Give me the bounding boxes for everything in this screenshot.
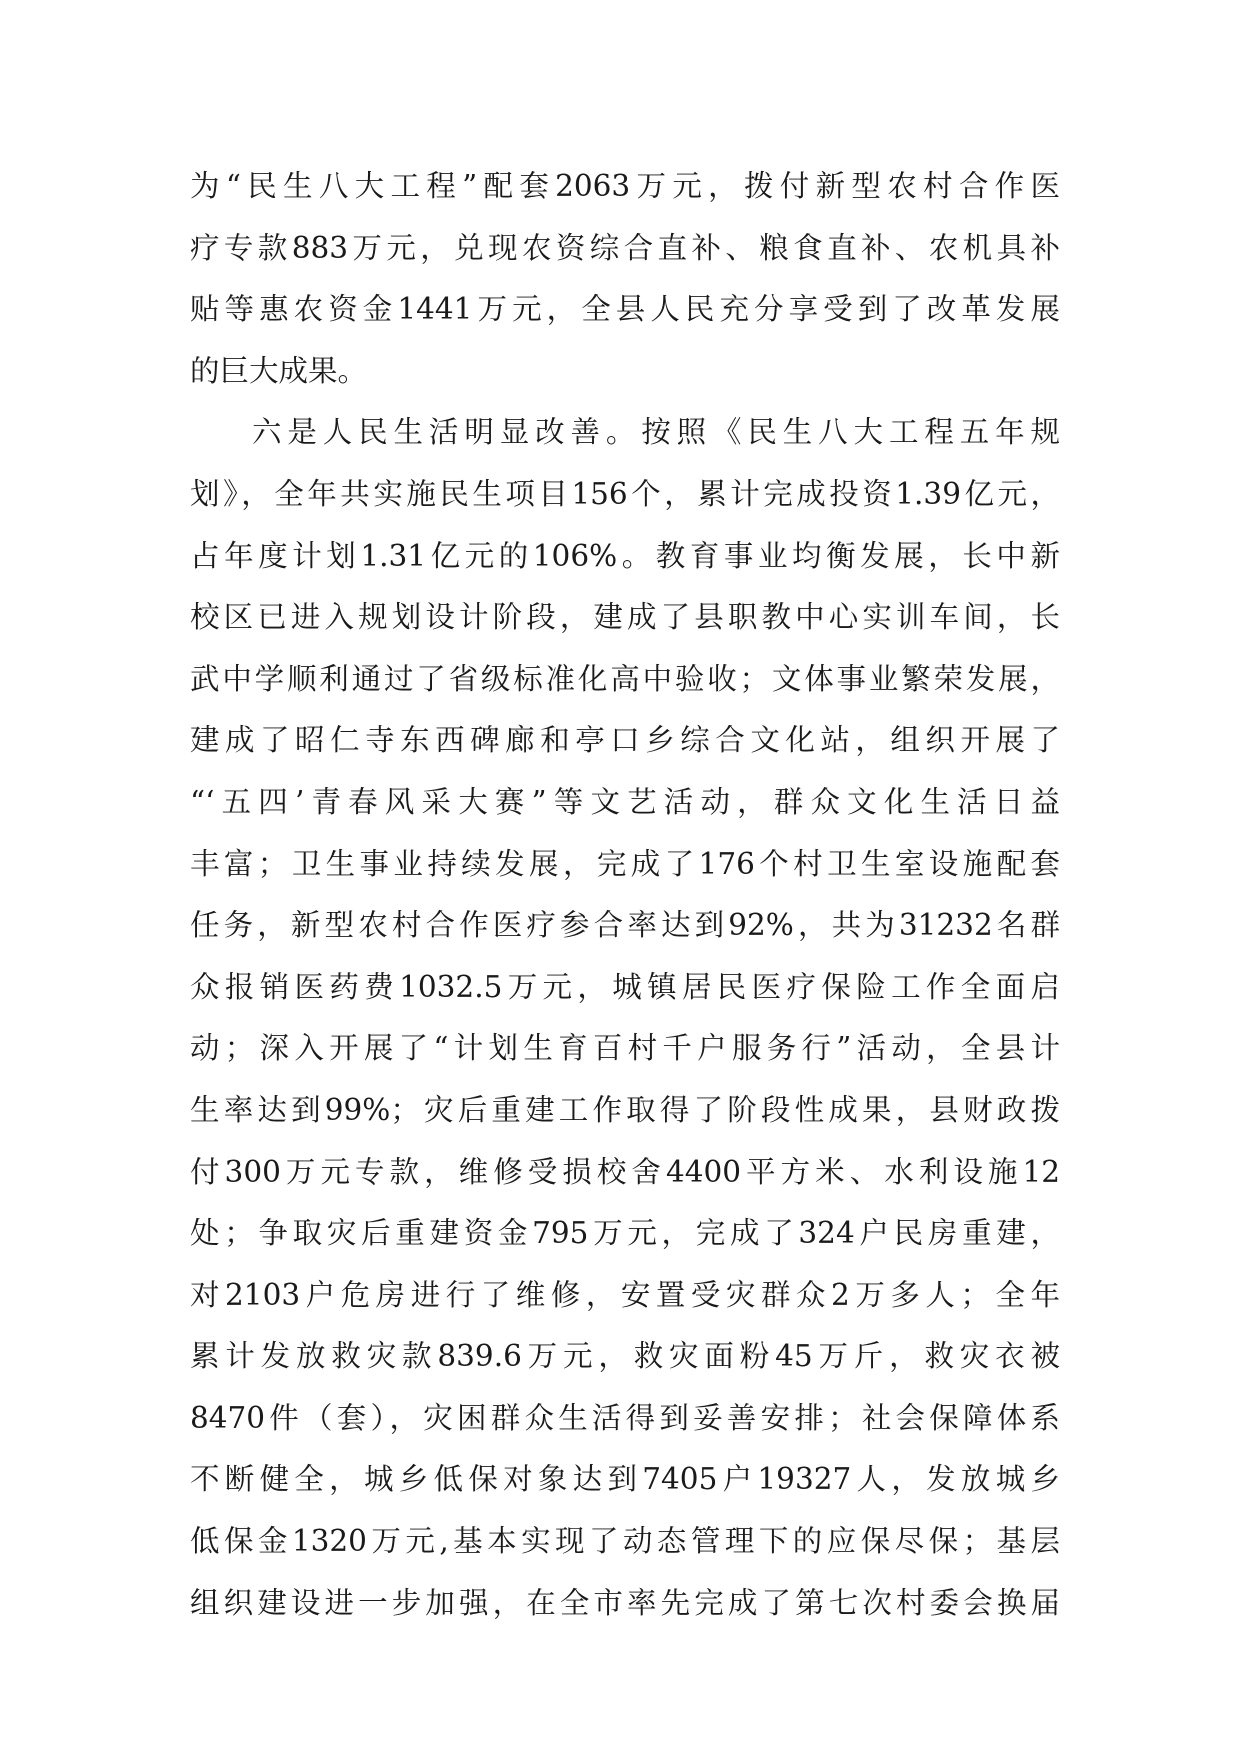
text-line: “‘五四’青春风采大赛”等文艺活动，群众文化生活日益 xyxy=(190,784,1060,819)
text-line: 对2103户危房进行了维修，安置受灾群众2万多人；全年 xyxy=(190,1277,1060,1312)
text-line: 众报销医药费1032.5万元，城镇居民医疗保险工作全面启 xyxy=(190,969,1060,1004)
text-line: 占年度计划1.31亿元的106%。教育事业均衡发展，长中新 xyxy=(190,538,1060,573)
text-line: 建成了昭仁寺东西碑廊和亭口乡综合文化站，组织开展了 xyxy=(190,723,1060,758)
text-line: 生率达到99%；灾后重建工作取得了阶段性成果，县财政拨 xyxy=(190,1092,1060,1127)
text-line: 为“民生八大工程”配套2063万元，拨付新型农村合作医 xyxy=(190,169,1060,203)
text-line: 处；争取灾后重建资金795万元，完成了324户民房重建， xyxy=(190,1216,1060,1251)
text-line: 疗专款883万元，兑现农资综合直补、粮食直补、农机具补 xyxy=(190,230,1060,265)
text-line: 8470件（套），灾困群众生活得到妥善安排；社会保障体系 xyxy=(190,1400,1060,1435)
text-line: 校区已进入规划设计阶段，建成了县职教中心实训车间，长 xyxy=(190,600,1060,635)
text-line: 动；深入开展了“计划生育百村千户服务行”活动，全县计 xyxy=(190,1031,1060,1066)
text-line: 组织建设进一步加强，在全市率先完成了第七次村委会换届 xyxy=(190,1585,1060,1620)
paragraph-start-line: 六是人民生活明显改善。按照《民生八大工程五年规 xyxy=(252,415,1060,450)
text-line: 丰富；卫生事业持续发展，完成了176个村卫生室设施配套 xyxy=(190,846,1060,881)
text-line: 付300万元专款，维修受损校舍4400平方米、水利设施12 xyxy=(190,1154,1060,1189)
text-line: 任务，新型农村合作医疗参合率达到92%，共为31232名群 xyxy=(190,908,1060,943)
body-text xyxy=(190,156,1060,1634)
text-line: 武中学顺利通过了省级标准化高中验收；文体事业繁荣发展， xyxy=(190,661,1060,696)
text-line: 低保金1320万元,基本实现了动态管理下的应保尽保；基层 xyxy=(190,1524,1060,1559)
text-line: 贴等惠农资金1441万元，全县人民充分享受到了改革发展 xyxy=(190,292,1060,327)
text-line: 不断健全，城乡低保对象达到7405户19327人，发放城乡 xyxy=(190,1462,1060,1497)
text-line: 累计发放救灾款839.6万元，救灾面粉45万斤，救灾衣被 xyxy=(190,1339,1060,1374)
text-line: 划》，全年共实施民生项目156个，累计完成投资1.39亿元， xyxy=(190,476,1060,511)
text-line: 的巨大成果。 xyxy=(190,353,368,388)
